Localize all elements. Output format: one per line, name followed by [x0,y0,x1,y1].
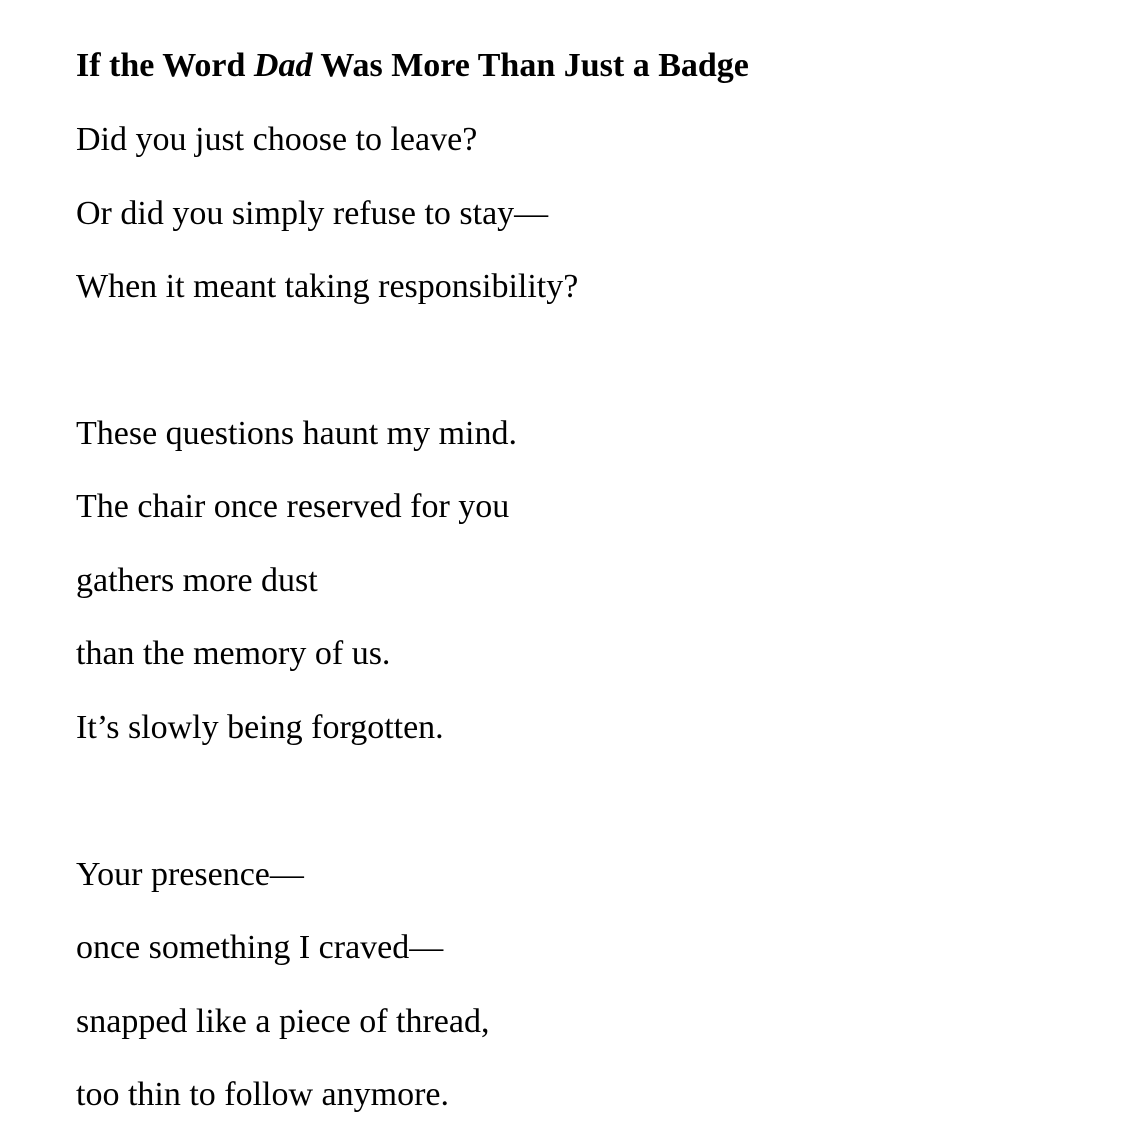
poem-line: Your presence— [76,856,304,893]
poem-title [76,44,749,88]
poem-line: Or did you simply refuse to stay— [76,195,549,232]
poem-line: once something I craved— [76,929,444,966]
poem-line: When it meant taking responsibility? [76,268,579,305]
poem-line: gathers more dust [76,562,318,599]
poem-line: snapped like a piece of thread, [76,1003,490,1040]
poem-line: The chair once reserved for you [76,488,510,525]
poem-line: too thin to follow anymore. [76,1076,450,1113]
title-emphasis: Dad [253,47,313,84]
poem-line: It’s slowly being forgotten. [76,709,444,746]
poem-line: than the memory of us. [76,635,391,672]
poem-line: Did you just choose to leave? [76,121,478,158]
poem-line: These questions haunt my mind. [76,415,518,452]
title-prefix: If the Word [76,47,254,84]
title-suffix: Was More Than Just a Badge [312,47,749,84]
